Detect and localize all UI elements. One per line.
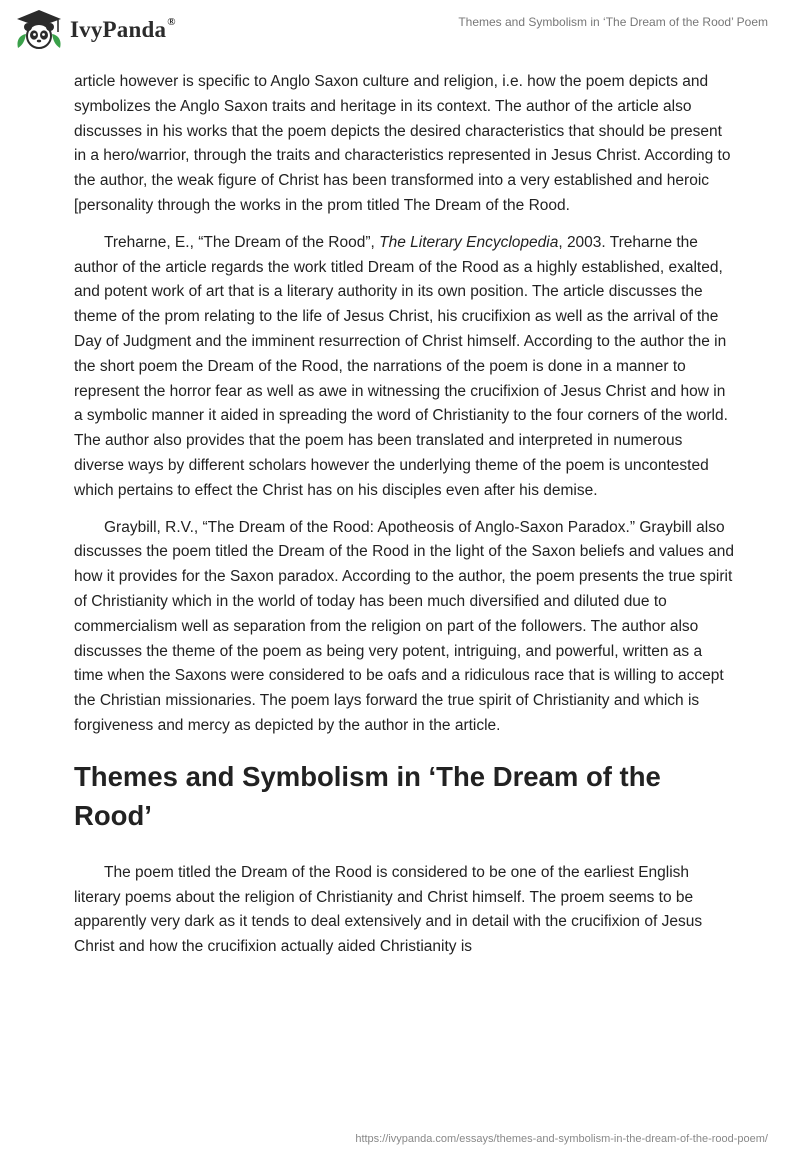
citation-source: The Literary Encyclopedia: [379, 233, 559, 251]
article-body: [74, 70, 734, 972]
paragraph-graybill: Graybill, R.V., “The Dream of the Rood: Apotheosis of Anglo-Saxon Paradox.” Graybill also discusses the poem titled the Dream of the Rood in the light of the Saxon beliefs and values and how it provides for the Saxon paradox. According to the author, the poem presents the true spirit of Christianity which in the world of today has been much diversified and diluted due to commercialism well as separation from the religion on part of the followers. The author also discusses the theme of the poem as being very potent, intriguing, and powerful, written as a time when the Saxons were considered to be oafs and a ridiculous race that is willing to accept the Christian missionaries. The poem lays forward the true spirit of Christianity and which is forgiveness and mercy as depicted by the author in the article.: [74, 518, 735, 734]
panda-graduate-icon: [14, 8, 64, 50]
citation-author: Treharne, E., “The Dream of the Rood”,: [104, 233, 380, 251]
paragraph-continued: article however is specific to Anglo Saxon culture and religion, i.e. how the poem depicts and symbolizes the Anglo Saxon traits and heritage in its context. The author of the article also discusses in his works that the poem depicts the desired characteristics that should be present in a hero/warrior, through the traits and characteristics represented in Jesus Christ. According to the author, the weak figure of Christ has been transformed into a very established and heroic [personality through the works in the prom titled The Dream of the Rood.: [74, 73, 731, 214]
section-heading: Themes and Symbolism in ‘The Dream of the Rood’: [74, 760, 661, 831]
registered-mark: ®: [167, 15, 176, 28]
paragraph-treharne: [74, 231, 734, 504]
document-title: Themes and Symbolism in ‘The Dream of the Rood’ Poem: [458, 15, 768, 29]
logo-wordmark: IvyPanda®: [70, 15, 176, 42]
source-url[interactable]: https://ivypanda.com/essays/themes-and-symbolism-in-the-dream-of-the-rood-poem/: [355, 1133, 768, 1145]
page-header: [0, 0, 800, 66]
paragraph-body: , 2003. Treharne the author of the article regards the work titled Dream of the Rood as a highly established, exalted, and potent work of art that is a literary authority in its own position. The article discusses the theme of the prom relating to the life of Jesus Christ, his crucifixion as well as the arrival of the Day of Judgment and the imminent resurrection of Christ himself. According to the author the in the short poem the Dream of the Rood, the narrations of the poem is done in a manner to represent the horror fear as well as awe in witnessing the crucifixion of Jesus Christ and how in a symbolic manner it aided in spreading the word of Christianity to the four corners of the world. The author also provides that the poem has been translated and interpreted in numerous diverse ways by different scholars however the underlying theme of the poem is uncontested which pertains to effect the Christ has on his disciples even after his demise.: [74, 233, 728, 499]
paragraph-themes: The poem titled the Dream of the Rood is considered to be one of the earliest English literary poems about the religion of Christianity and Christ himself. The proem seems to be apparently very dark as it tends to deal extensively and in detail with the crucifixion of Jesus Christ and how the crucifixion actually aided Christianity is: [74, 863, 703, 956]
ivypanda-logo[interactable]: [14, 8, 176, 50]
